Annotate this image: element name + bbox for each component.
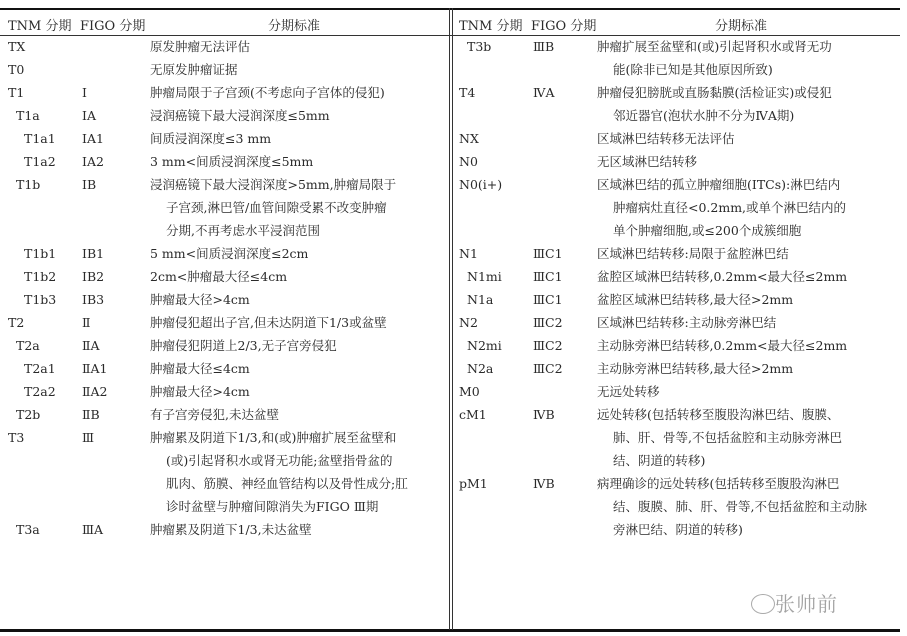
table-row [0,380,448,403]
table-row [0,127,448,150]
stage-criteria [597,403,900,472]
figo-stage: ⅢC1 [533,246,563,261]
table-row [455,472,900,541]
stage-criteria [597,472,900,541]
figo-stage: ⅠA2 [82,154,104,169]
criteria-line: 肿瘤局限于子宫颈(不考虑向子宫体的侵犯) [150,85,385,100]
criteria-line: 肿瘤累及阴道下1/3,和(或)肿瘤扩展至盆壁和 [150,430,397,445]
figo-stage: ⅢA [82,522,104,537]
right-table-half [455,10,900,541]
tnm-stage: T3a [16,522,40,537]
tnm-stage: N2mi [467,338,502,353]
criteria-line: 远处转移(包括转移至腹股沟淋巴结、腹膜、 [597,407,840,422]
table-row [455,334,900,357]
table-row [0,426,448,518]
stage-criteria [150,426,448,518]
stage-criteria [597,311,900,334]
criteria-line: 2cm<肿瘤最大径≤4cm [150,269,288,284]
criteria-line: 病理确诊的远处转移(包括转移至腹股沟淋巴 [597,476,840,491]
figo-stage: ⅣB [533,476,555,491]
table-row [455,265,900,288]
tnm-stage: T2 [8,315,25,330]
tnm-stage: T2a [16,338,40,353]
tnm-stage: N0(i+) [459,177,503,192]
tnm-stage: T2b [16,407,41,422]
figo-stage: ⅠB [82,177,97,192]
tnm-stage: NX [459,131,479,146]
stage-criteria [150,518,448,541]
criteria-line: 无远处转移 [597,384,660,399]
tnm-stage: N2a [467,361,494,376]
table-row [0,58,448,81]
stage-criteria [150,150,448,173]
table-row [455,150,900,173]
stage-criteria [597,127,900,150]
criteria-line: 间质浸润深度≤3 mm [150,131,272,146]
table-header [455,10,900,35]
tnm-stage: M0 [459,384,480,399]
stage-criteria [597,173,900,242]
criteria-line: 诊时盆壁与肿瘤间隙消失为FIGO Ⅲ期 [166,499,379,514]
tnm-stage: N1mi [467,269,502,284]
tnm-stage: T2a2 [24,384,56,399]
tnm-stage: N1a [467,292,494,307]
stage-criteria [597,357,900,380]
stage-criteria [150,242,448,265]
figo-stage: ⅡA2 [82,384,108,399]
criteria-line: 单个肿瘤细胞,或≤200个成簇细胞 [613,223,802,238]
figo-stage: ⅢB [533,39,555,54]
figo-stage: ⅠB2 [82,269,105,284]
stage-criteria [150,58,448,81]
table-row [455,127,900,150]
tnm-stage: T1b2 [24,269,57,284]
criteria-line: 肺、肝、骨等,不包括盆腔和主动脉旁淋巴 [613,430,842,445]
watermark-text: 张帅前 [775,592,838,616]
table-row [0,311,448,334]
criteria-line: (或)引起肾积水或肾无功能;盆壁指骨盆的 [166,453,393,468]
header-criteria: 分期标准 [268,19,321,34]
stage-criteria [150,334,448,357]
stage-criteria [597,288,900,311]
stage-criteria [597,334,900,357]
figo-stage: Ⅱ [82,315,91,330]
tnm-stage: T4 [459,85,476,100]
table-row [0,173,448,242]
stage-criteria [150,127,448,150]
stage-criteria [150,35,448,58]
stage-criteria [597,380,900,403]
criteria-line: 5 mm<间质浸润深度≤2cm [150,246,309,261]
table-row [0,265,448,288]
criteria-line: 无区域淋巴结转移 [597,154,698,169]
criteria-line: 邻近器官(泡状水肿不分为ⅣA期) [613,108,795,123]
figo-stage: ⅣA [533,85,555,100]
figo-stage: ⅠA1 [82,131,104,146]
figo-stage: ⅣB [533,407,555,422]
stage-criteria [597,81,900,127]
left-table-half [0,10,448,541]
criteria-line: 结、阴道的转移) [613,453,706,468]
tnm-stage: T1b1 [24,246,57,261]
stage-criteria [150,81,448,104]
header-criteria: 分期标准 [715,19,768,34]
criteria-line: 区域淋巴结转移无法评估 [597,131,735,146]
criteria-line: 盆腔区域淋巴结转移,0.2mm<最大径≤2mm [597,269,848,284]
figo-stage: ⅠB1 [82,246,105,261]
stage-criteria [150,311,448,334]
tnm-stage: TX [8,39,26,54]
criteria-line: 区域淋巴结转移:局限于盆腔淋巴结 [597,246,789,261]
figo-stage: Ⅲ [82,430,95,445]
figo-stage: Ⅰ [82,85,87,100]
tnm-stage: T1a1 [24,131,56,146]
table-header [0,10,448,35]
tnm-stage: pM1 [459,476,488,491]
tnm-stage: T1b3 [24,292,57,307]
left-table-body [0,35,448,541]
figo-stage: ⅠA [82,108,96,123]
criteria-line: 盆腔区域淋巴结转移,最大径>2mm [597,292,794,307]
tnm-stage: N2 [459,315,478,330]
criteria-line: 肿瘤侵犯阴道上2/3,无子宫旁侵犯 [150,338,337,353]
criteria-line: 区域淋巴结转移:主动脉旁淋巴结 [597,315,777,330]
stage-criteria [597,35,900,81]
criteria-line: 能(除非已知是其他原因所致) [613,62,773,77]
table-row [0,150,448,173]
header-figo: FIGO 分期 [531,19,597,34]
header-tnm: TNM 分期 [8,19,72,34]
tnm-stage: T3 [8,430,25,445]
table-row [455,242,900,265]
figo-stage: ⅢC2 [533,315,563,330]
watermark-logo-icon [751,594,775,614]
criteria-line: 主动脉旁淋巴结转移,0.2mm<最大径≤2mm [597,338,848,353]
stage-criteria [597,265,900,288]
criteria-line: 原发肿瘤无法评估 [150,39,251,54]
stage-criteria [597,242,900,265]
criteria-line: 旁淋巴结、阴道的转移) [613,522,743,537]
stage-criteria [150,173,448,242]
table-row [0,81,448,104]
tnm-stage: T0 [8,62,25,77]
stage-criteria [150,265,448,288]
stage-criteria [150,288,448,311]
table-row [455,81,900,127]
criteria-line: 肿瘤最大径>4cm [150,384,250,399]
tnm-stage: N0 [459,154,478,169]
figo-stage: ⅢC1 [533,292,563,307]
criteria-line: 3 mm<间质浸润深度≤5mm [150,154,314,169]
criteria-line: 无原发肿瘤证据 [150,62,238,77]
table-row [455,357,900,380]
column-divider [449,8,453,630]
criteria-line: 浸润癌镜下最大浸润深度≤5mm [150,108,330,123]
stage-criteria [150,403,448,426]
criteria-line: 肿瘤侵犯超出子宫,但未达阴道下1/3或盆壁 [150,315,387,330]
figo-stage: ⅢC1 [533,269,563,284]
criteria-line: 肌肉、筋膜、神经血管结构以及骨性成分;肛 [166,476,408,491]
table-row [0,242,448,265]
right-table-body [455,35,900,541]
stage-criteria [597,150,900,173]
criteria-line: 有子宫旁侵犯,未达盆壁 [150,407,279,422]
tnm-stage: cM1 [459,407,487,422]
table-row [0,518,448,541]
table-row [0,357,448,380]
tnm-stage: T1b [16,177,41,192]
criteria-line: 区域淋巴结的孤立肿瘤细胞(ITCs):淋巴结内 [597,177,841,192]
tnm-stage: T1a [16,108,40,123]
criteria-line: 肿瘤最大径>4cm [150,292,250,307]
criteria-line: 结、腹膜、肺、肝、骨等,不包括盆腔和主动脉 [613,499,867,514]
figo-stage: ⅢC2 [533,361,563,376]
criteria-line: 主动脉旁淋巴结转移,最大径>2mm [597,361,794,376]
stage-criteria [150,380,448,403]
table-row [455,403,900,472]
stage-criteria [150,357,448,380]
criteria-line: 肿瘤侵犯膀胱或直肠黏膜(活检证实)或侵犯 [597,85,832,100]
header-figo: FIGO 分期 [80,19,146,34]
criteria-line: 浸润癌镜下最大浸润深度>5mm,肿瘤局限于 [150,177,397,192]
figo-stage: ⅠB3 [82,292,105,307]
table-row [455,173,900,242]
stage-criteria [150,104,448,127]
figo-stage: ⅡB [82,407,100,422]
table-row [455,380,900,403]
criteria-line: 肿瘤累及阴道下1/3,未达盆壁 [150,522,312,537]
criteria-line: 肿瘤最大径≤4cm [150,361,250,376]
tnm-stage: T2a1 [24,361,56,376]
tnm-stage: T3b [467,39,492,54]
criteria-line: 子宫颈,淋巴管/血管间隙受累不改变肿瘤 [166,200,387,215]
tnm-stage: T1a2 [24,154,56,169]
table-row [0,35,448,58]
criteria-line: 分期,不再考虑水平浸润范围 [166,223,320,238]
table-row [455,311,900,334]
figo-stage: ⅢC2 [533,338,563,353]
header-tnm: TNM 分期 [459,19,523,34]
table-row [455,35,900,81]
figo-stage: ⅡA [82,338,100,353]
tnm-stage: N1 [459,246,478,261]
table-row [0,288,448,311]
criteria-line: 肿瘤病灶直径<0.2mm,或单个淋巴结内的 [613,200,847,215]
table-row [0,403,448,426]
table-row [0,104,448,127]
criteria-line: 肿瘤扩展至盆壁和(或)引起肾积水或肾无功 [597,39,832,54]
table-row [455,288,900,311]
figo-stage: ⅡA1 [82,361,108,376]
table-row [0,334,448,357]
tnm-stage: T1 [8,85,25,100]
